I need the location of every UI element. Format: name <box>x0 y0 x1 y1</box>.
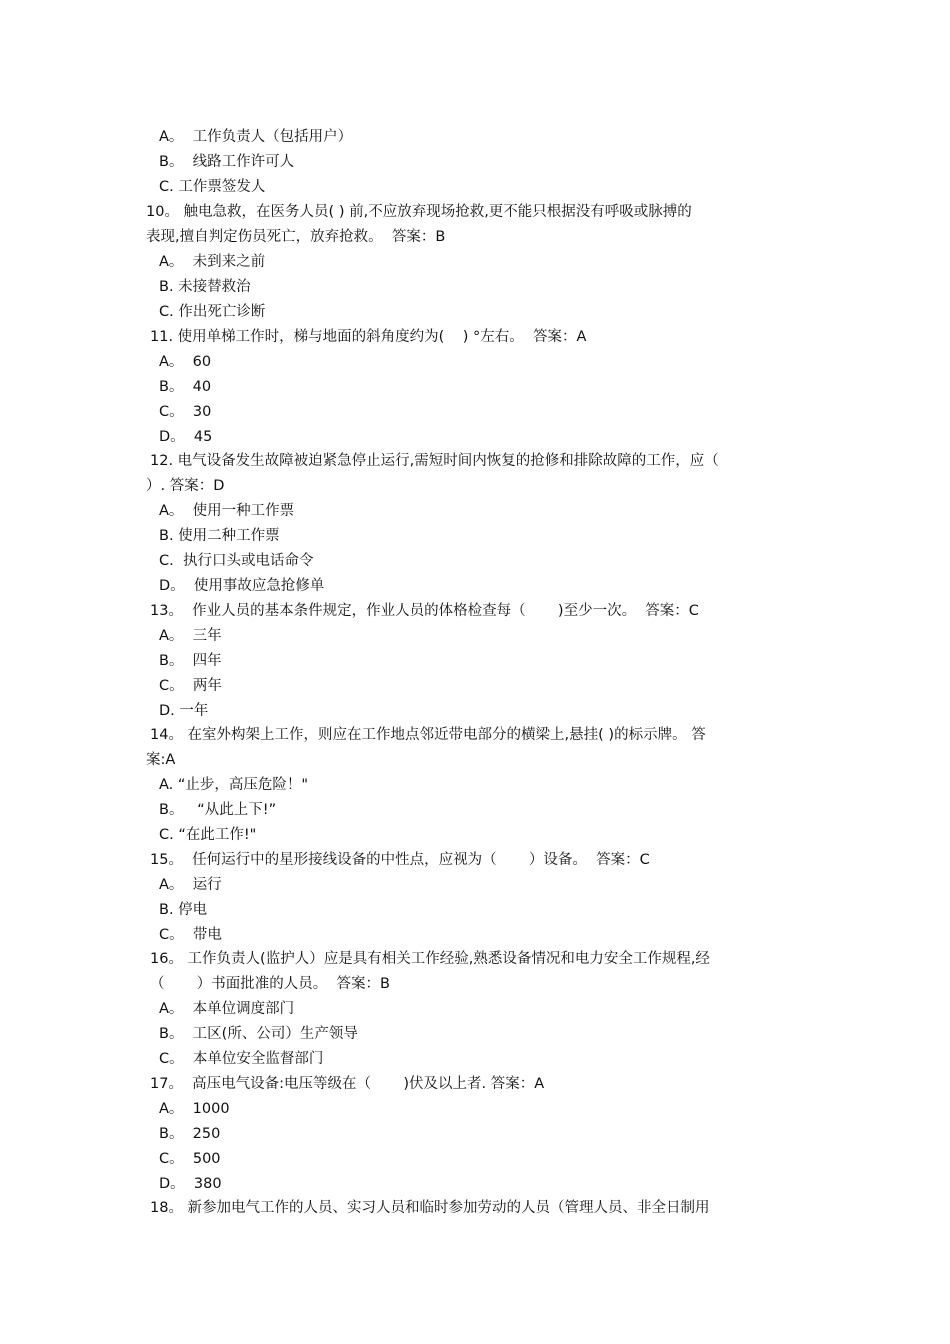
question-line: 18。 新参加电气工作的人员、实习人员和临时参加劳动的人员（管理人员、非全日制用 <box>150 1200 710 1216</box>
question-line: 11. 使用单梯工作时，梯与地面的斜角度约为( ) °左右。 答案：A <box>150 329 587 345</box>
option-line: C。 两年 <box>159 678 222 694</box>
option-line: A。 1000 <box>159 1101 230 1117</box>
question-line: 13。 作业人员的基本条件规定，作业人员的体格检查每（ )至少一次。 答案：C <box>150 603 699 619</box>
option-line: A。 运行 <box>159 877 222 893</box>
question-line: 14。 在室外构架上工作，则应在工作地点邻近带电部分的横梁上,悬挂( )的标示牌。 答 <box>150 727 706 743</box>
option-line: D. 一年 <box>159 703 209 719</box>
option-line: A. “止步，高压危险！" <box>159 777 309 793</box>
option-line: D。 45 <box>159 429 213 445</box>
option-line: B。 250 <box>159 1126 221 1142</box>
option-line: A。 60 <box>159 354 212 370</box>
option-line: C. 执行口头或电话命令 <box>159 553 314 569</box>
option-line: C。 带电 <box>159 927 222 943</box>
option-line: B. 使用二种工作票 <box>159 528 280 544</box>
option-line: B。 线路工作许可人 <box>159 154 295 170</box>
option-line: B。 40 <box>159 379 212 395</box>
option-line: A。 未到来之前 <box>159 254 266 270</box>
option-line: B。 “从此上下!” <box>159 802 277 818</box>
option-line: B。 工区(所、公司）生产领导 <box>159 1026 358 1042</box>
option-line: D。 380 <box>159 1176 222 1192</box>
option-line: C。 500 <box>159 1151 221 1167</box>
question-line: 17。 高压电气设备:电压等级在（ )伏及以上者. 答案：A <box>150 1076 545 1092</box>
option-line: C。 30 <box>159 404 212 420</box>
option-line: C. 作出死亡诊断 <box>159 304 266 320</box>
option-line: B. 未接替救治 <box>159 279 251 295</box>
question-line: 15。 任何运行中的星形接线设备的中性点，应视为（ ）设备。 答案：C <box>150 852 650 868</box>
question-line: ）. 答案：D <box>146 478 225 494</box>
question-line: 案:A <box>146 752 176 768</box>
option-line: A。 三年 <box>159 628 222 644</box>
question-line: 表现,擅自判定伤员死亡，放弃抢救。 答案：B <box>146 229 446 245</box>
option-line: C. 工作票签发人 <box>159 179 266 195</box>
option-line: A。 使用一种工作票 <box>159 503 295 519</box>
option-line: C. “在此工作!" <box>159 827 257 843</box>
option-line: A。 工作负责人（包括用户） <box>159 129 353 145</box>
question-line: 12. 电气设备发生故障被迫紧急停止运行,需短时间内恢复的抢修和排除故障的工作，应（ <box>150 453 719 469</box>
option-line: D。 使用事故应急抢修单 <box>159 578 325 594</box>
option-line: B。 四年 <box>159 653 222 669</box>
question-line: （ ）书面批准的人员。 答案：B <box>150 976 390 992</box>
option-line: C。 本单位安全监督部门 <box>159 1051 324 1067</box>
option-line: B. 停电 <box>159 902 208 918</box>
question-line: 10。 触电急救，在医务人员( ) 前,不应放弃现场抢救,更不能只根据没有呼吸或脉搏的 <box>146 204 692 220</box>
option-line: A。 本单位调度部门 <box>159 1001 295 1017</box>
question-line: 16。 工作负责人(监护人）应是具有相关工作经验,熟悉设备情况和电力安全工作规程,经 <box>150 951 710 967</box>
